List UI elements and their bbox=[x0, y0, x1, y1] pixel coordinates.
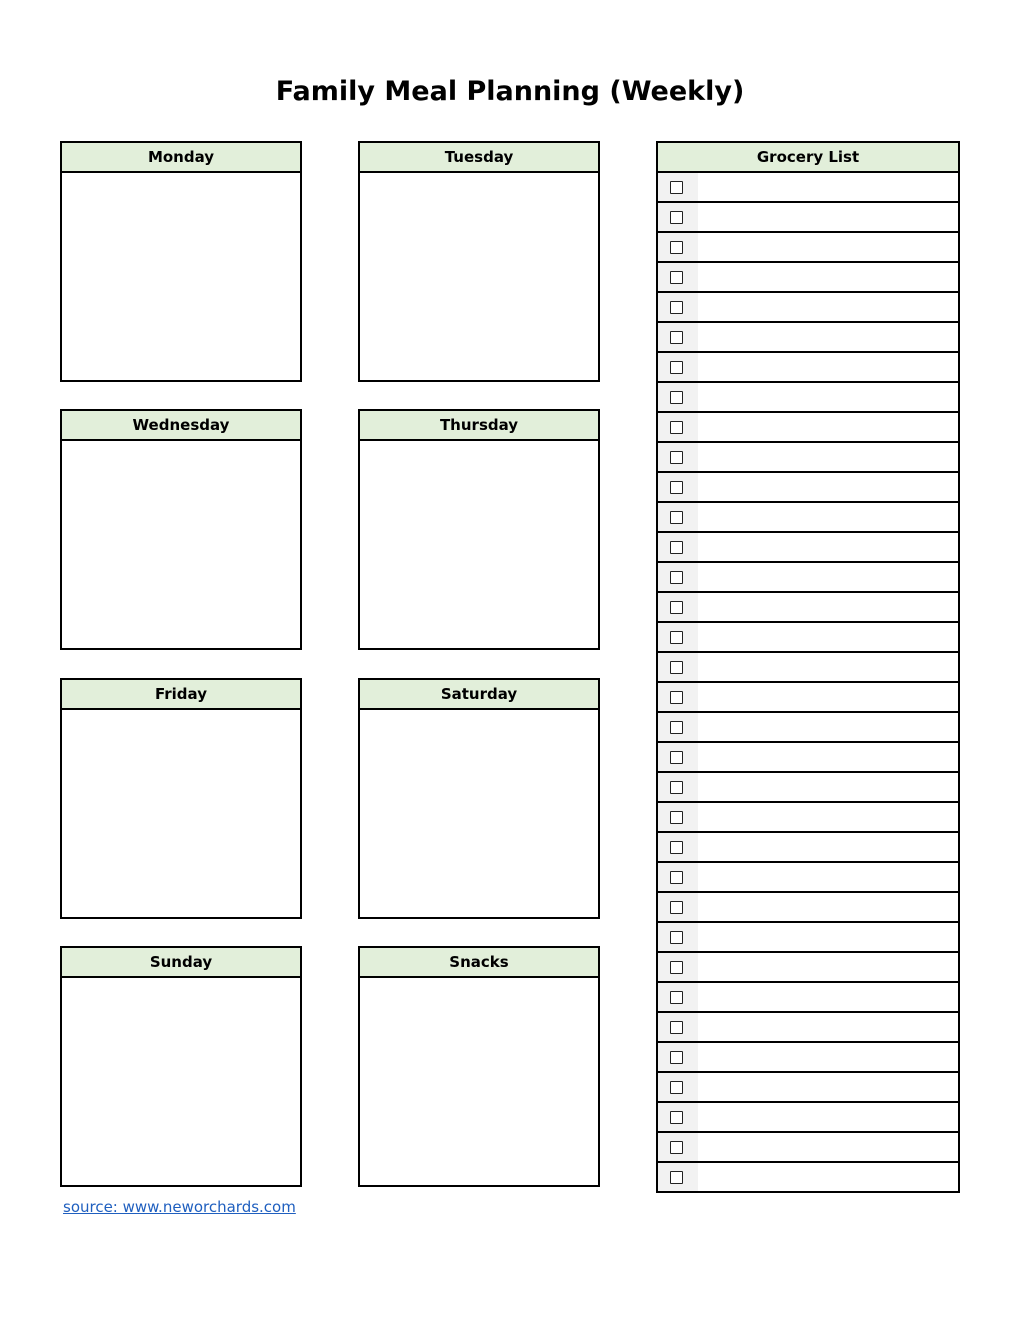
grocery-item-field[interactable] bbox=[698, 443, 958, 471]
grocery-row bbox=[658, 1073, 958, 1103]
checkbox-cell bbox=[658, 1133, 698, 1161]
checkbox-icon[interactable] bbox=[670, 241, 683, 254]
checkbox-icon[interactable] bbox=[670, 391, 683, 404]
grocery-item-field[interactable] bbox=[698, 1043, 958, 1071]
grocery-row bbox=[658, 443, 958, 473]
grocery-item-field[interactable] bbox=[698, 503, 958, 531]
grocery-row bbox=[658, 923, 958, 953]
grocery-item-field[interactable] bbox=[698, 623, 958, 651]
grocery-row bbox=[658, 323, 958, 353]
grocery-list bbox=[656, 141, 960, 1193]
checkbox-cell bbox=[658, 593, 698, 621]
checkbox-icon[interactable] bbox=[670, 181, 683, 194]
grocery-item-field[interactable] bbox=[698, 1163, 958, 1191]
day-header-snacks: Snacks bbox=[360, 948, 598, 978]
checkbox-icon[interactable] bbox=[670, 511, 683, 524]
source-link[interactable]: source: www.neworchards.com bbox=[63, 1198, 296, 1216]
grocery-item-field[interactable] bbox=[698, 1133, 958, 1161]
meal-entry-area-saturday[interactable] bbox=[360, 710, 598, 917]
day-box-sunday bbox=[60, 946, 302, 1187]
grocery-row bbox=[658, 833, 958, 863]
checkbox-icon[interactable] bbox=[670, 841, 683, 854]
grocery-row bbox=[658, 203, 958, 233]
checkbox-cell bbox=[658, 473, 698, 501]
checkbox-cell bbox=[658, 323, 698, 351]
checkbox-icon[interactable] bbox=[670, 421, 683, 434]
checkbox-cell bbox=[658, 353, 698, 381]
checkbox-icon[interactable] bbox=[670, 271, 683, 284]
grocery-item-field[interactable] bbox=[698, 203, 958, 231]
grocery-item-field[interactable] bbox=[698, 863, 958, 891]
checkbox-cell bbox=[658, 833, 698, 861]
meal-entry-area-snacks[interactable] bbox=[360, 978, 598, 1185]
grocery-item-field[interactable] bbox=[698, 263, 958, 291]
grocery-row bbox=[658, 533, 958, 563]
checkbox-icon[interactable] bbox=[670, 1021, 683, 1034]
day-box-friday bbox=[60, 678, 302, 919]
checkbox-cell bbox=[658, 743, 698, 771]
checkbox-icon[interactable] bbox=[670, 1111, 683, 1124]
checkbox-icon[interactable] bbox=[670, 811, 683, 824]
checkbox-icon[interactable] bbox=[670, 571, 683, 584]
grocery-item-field[interactable] bbox=[698, 563, 958, 591]
checkbox-cell bbox=[658, 293, 698, 321]
grocery-row bbox=[658, 383, 958, 413]
checkbox-icon[interactable] bbox=[670, 1081, 683, 1094]
grocery-item-field[interactable] bbox=[698, 833, 958, 861]
grocery-item-field[interactable] bbox=[698, 233, 958, 261]
checkbox-icon[interactable] bbox=[670, 751, 683, 764]
checkbox-cell bbox=[658, 233, 698, 261]
day-box-saturday bbox=[358, 678, 600, 919]
grocery-item-field[interactable] bbox=[698, 1013, 958, 1041]
grocery-item-field[interactable] bbox=[698, 173, 958, 201]
day-box-monday bbox=[60, 141, 302, 382]
day-header-monday: Monday bbox=[62, 143, 300, 173]
grocery-row bbox=[658, 353, 958, 383]
grocery-list-header: Grocery List bbox=[658, 143, 958, 173]
grocery-rows bbox=[658, 173, 958, 1191]
checkbox-cell bbox=[658, 983, 698, 1011]
checkbox-icon[interactable] bbox=[670, 481, 683, 494]
grocery-row bbox=[658, 713, 958, 743]
checkbox-icon[interactable] bbox=[670, 601, 683, 614]
grocery-item-field[interactable] bbox=[698, 983, 958, 1011]
day-header-thursday: Thursday bbox=[360, 411, 598, 441]
day-box-wednesday bbox=[60, 409, 302, 650]
grocery-row bbox=[658, 683, 958, 713]
checkbox-cell bbox=[658, 893, 698, 921]
checkbox-icon[interactable] bbox=[670, 991, 683, 1004]
meal-entry-area-thursday[interactable] bbox=[360, 441, 598, 648]
grocery-item-field[interactable] bbox=[698, 353, 958, 381]
grocery-item-field[interactable] bbox=[698, 773, 958, 801]
checkbox-icon[interactable] bbox=[670, 1171, 683, 1184]
grocery-item-field[interactable] bbox=[698, 593, 958, 621]
checkbox-cell bbox=[658, 503, 698, 531]
grocery-row bbox=[658, 1133, 958, 1163]
checkbox-icon[interactable] bbox=[670, 721, 683, 734]
grocery-row bbox=[658, 1103, 958, 1133]
checkbox-cell bbox=[658, 173, 698, 201]
grocery-row bbox=[658, 803, 958, 833]
grocery-row bbox=[658, 953, 958, 983]
grocery-row bbox=[658, 773, 958, 803]
grocery-item-field[interactable] bbox=[698, 473, 958, 501]
checkbox-icon[interactable] bbox=[670, 1141, 683, 1154]
grocery-row bbox=[658, 473, 958, 503]
grocery-item-field[interactable] bbox=[698, 893, 958, 921]
meal-entry-area-wednesday[interactable] bbox=[62, 441, 300, 648]
checkbox-icon[interactable] bbox=[670, 901, 683, 914]
checkbox-cell bbox=[658, 863, 698, 891]
day-header-tuesday: Tuesday bbox=[360, 143, 598, 173]
checkbox-icon[interactable] bbox=[670, 541, 683, 554]
meal-entry-area-monday[interactable] bbox=[62, 173, 300, 380]
grocery-item-field[interactable] bbox=[698, 713, 958, 741]
checkbox-cell bbox=[658, 1013, 698, 1041]
day-header-wednesday: Wednesday bbox=[62, 411, 300, 441]
checkbox-cell bbox=[658, 953, 698, 981]
meal-entry-area-tuesday[interactable] bbox=[360, 173, 598, 380]
checkbox-icon[interactable] bbox=[670, 931, 683, 944]
checkbox-cell bbox=[658, 413, 698, 441]
grocery-item-field[interactable] bbox=[698, 683, 958, 711]
grocery-item-field[interactable] bbox=[698, 923, 958, 951]
grocery-item-field[interactable] bbox=[698, 383, 958, 411]
checkbox-icon[interactable] bbox=[670, 871, 683, 884]
checkbox-cell bbox=[658, 683, 698, 711]
grocery-row bbox=[658, 743, 958, 773]
checkbox-cell bbox=[658, 203, 698, 231]
day-header-friday: Friday bbox=[62, 680, 300, 710]
grocery-item-field[interactable] bbox=[698, 293, 958, 321]
checkbox-icon[interactable] bbox=[670, 661, 683, 674]
checkbox-cell bbox=[658, 653, 698, 681]
grocery-row bbox=[658, 293, 958, 323]
checkbox-cell bbox=[658, 773, 698, 801]
grocery-row bbox=[658, 563, 958, 593]
grocery-item-field[interactable] bbox=[698, 1073, 958, 1101]
grocery-row bbox=[658, 263, 958, 293]
checkbox-icon[interactable] bbox=[670, 361, 683, 374]
grocery-row bbox=[658, 173, 958, 203]
grocery-row bbox=[658, 233, 958, 263]
grocery-row bbox=[658, 863, 958, 893]
checkbox-cell bbox=[658, 713, 698, 741]
checkbox-cell bbox=[658, 1043, 698, 1071]
checkbox-icon[interactable] bbox=[670, 691, 683, 704]
checkbox-cell bbox=[658, 263, 698, 291]
checkbox-cell bbox=[658, 623, 698, 651]
checkbox-cell bbox=[658, 1163, 698, 1191]
checkbox-cell bbox=[658, 533, 698, 561]
day-header-saturday: Saturday bbox=[360, 680, 598, 710]
grocery-row bbox=[658, 623, 958, 653]
checkbox-cell bbox=[658, 563, 698, 591]
checkbox-icon[interactable] bbox=[670, 961, 683, 974]
grocery-item-field[interactable] bbox=[698, 1103, 958, 1131]
checkbox-cell bbox=[658, 923, 698, 951]
grocery-row bbox=[658, 983, 958, 1013]
grocery-item-field[interactable] bbox=[698, 653, 958, 681]
checkbox-cell bbox=[658, 443, 698, 471]
checkbox-icon[interactable] bbox=[670, 1051, 683, 1064]
checkbox-cell bbox=[658, 1073, 698, 1101]
checkbox-cell bbox=[658, 1103, 698, 1131]
day-box-tuesday bbox=[358, 141, 600, 382]
grocery-row bbox=[658, 1013, 958, 1043]
meal-entry-area-friday[interactable] bbox=[62, 710, 300, 917]
grocery-row bbox=[658, 593, 958, 623]
grocery-item-field[interactable] bbox=[698, 323, 958, 351]
grocery-item-field[interactable] bbox=[698, 743, 958, 771]
grocery-row bbox=[658, 1163, 958, 1191]
grocery-row bbox=[658, 653, 958, 683]
grocery-item-field[interactable] bbox=[698, 413, 958, 441]
checkbox-icon[interactable] bbox=[670, 781, 683, 794]
grocery-item-field[interactable] bbox=[698, 803, 958, 831]
checkbox-cell bbox=[658, 803, 698, 831]
day-box-thursday bbox=[358, 409, 600, 650]
grocery-item-field[interactable] bbox=[698, 953, 958, 981]
grocery-row bbox=[658, 503, 958, 533]
grocery-row bbox=[658, 1043, 958, 1073]
day-box-snacks bbox=[358, 946, 600, 1187]
grocery-row bbox=[658, 893, 958, 923]
checkbox-icon[interactable] bbox=[670, 301, 683, 314]
checkbox-cell bbox=[658, 383, 698, 411]
day-header-sunday: Sunday bbox=[62, 948, 300, 978]
checkbox-icon[interactable] bbox=[670, 211, 683, 224]
checkbox-icon[interactable] bbox=[670, 331, 683, 344]
checkbox-icon[interactable] bbox=[670, 631, 683, 644]
meal-entry-area-sunday[interactable] bbox=[62, 978, 300, 1185]
grocery-row bbox=[658, 413, 958, 443]
checkbox-icon[interactable] bbox=[670, 451, 683, 464]
grocery-item-field[interactable] bbox=[698, 533, 958, 561]
page-title: Family Meal Planning (Weekly) bbox=[275, 76, 745, 107]
